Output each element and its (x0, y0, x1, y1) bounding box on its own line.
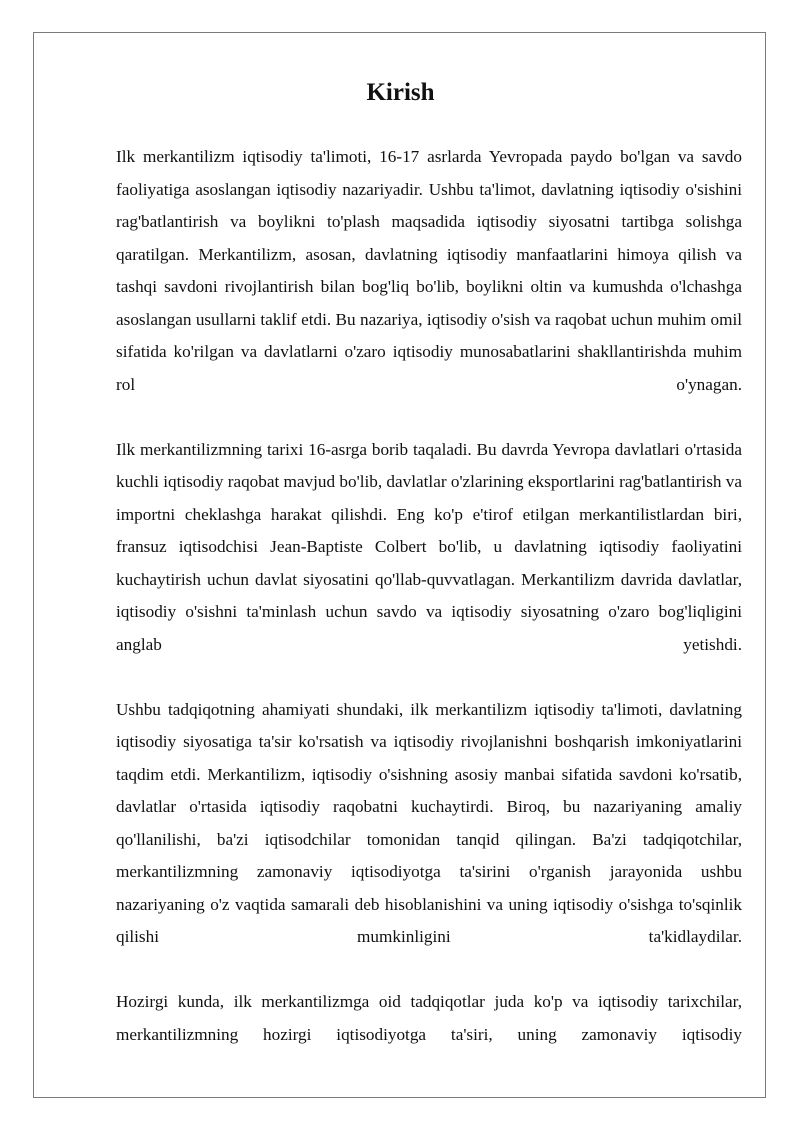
paragraph-4: Hozirgi kunda, ilk merkantilizmga oid tadqiqotlar juda ko'p va iqtisodiy tarixchilar, merkantilizmning hozirgi iqtisodiyotga ta'siri, uning zamonaviy iqtisodiy (116, 992, 742, 1044)
paragraph-1: Ilk merkantilizm iqtisodiy ta'limoti, 16-17 asrlarda Yevropada paydo bo'lgan va savdo faoliyatiga asoslangan iqtisodiy nazariyadir. Ushbu ta'limot, davlatning iqtisodiy o'sishini rag'batlantirish va boylikni to'plash maqsadida iqtisodiy siyosatni tartibga solishga qaratilgan. Merkantilizm, asosan, davlatning iqtisodiy manfaatlarini himoya qilish va tashqi savdoni rivojlantirish bilan bog'liq bo'lib, boylikni oltin va kumushda o'lchashga asoslangan usullarni taklif etdi. Bu nazariya, iqtisodiy o'sish va raqobat uchun muhim omil sifatida ko'rilgan va davlatlarni o'zaro iqtisodiy munosabatlarini shakllantirishda muhim rol o'ynagan. (116, 147, 742, 394)
document-page (33, 32, 766, 1098)
paragraph-2: Ilk merkantilizmning tarixi 16-asrga borib taqaladi. Bu davrda Yevropa davlatlari o'rtasida kuchli iqtisodiy raqobat mavjud bo'lib, davlatlar o'zlarining eksportlarini rag'batlantirish va importni cheklashga harakat qilishdi. Eng ko'p e'tirof etilgan merkantilistlardan biri, fransuz iqtisodchisi Jean-Baptiste Colbert bo'lib, u davlatning iqtisodiy faoliyatini kuchaytirish uchun davlat siyosatini qo'llab-quvvatlagan. Merkantilizm davrida davlatlar, iqtisodiy o'sishni ta'minlash uchun savdo va iqtisodiy siyosatning o'zaro bog'liqligini anglab yetishdi. (116, 439, 742, 654)
paragraph-3: Ushbu tadqiqotning ahamiyati shundaki, ilk merkantilizm iqtisodiy ta'limoti, davlatning iqtisodiy siyosatiga ta'sir ko'rsatish va iqtisodiy rivojlanishni boshqarish imkoniyatlarini taqdim etdi. Merkantilizm, iqtisodiy o'sishning asosiy manbai sifatida savdoni ko'rsatib, davlatlar o'rtasida iqtisodiy raqobatni kuchaytirdi. Biroq, bu nazariyaning amaliy qo'llanilishi, ba'zi iqtisodchilar tomonidan tanqid qilingan. Ba'zi tadqiqotchilar, merkantilizmning zamonaviy iqtisodiyotga ta'sirini o'rganish jarayonida ushbu nazariyaning o'z vaqtida samarali deb hisoblanishini va uning iqtisodiy o'sishga to'sqinlik qilishi mumkinligini ta'kidlaydilar. (116, 699, 742, 946)
document-body (116, 141, 742, 1051)
document-title: Kirish (366, 79, 435, 106)
